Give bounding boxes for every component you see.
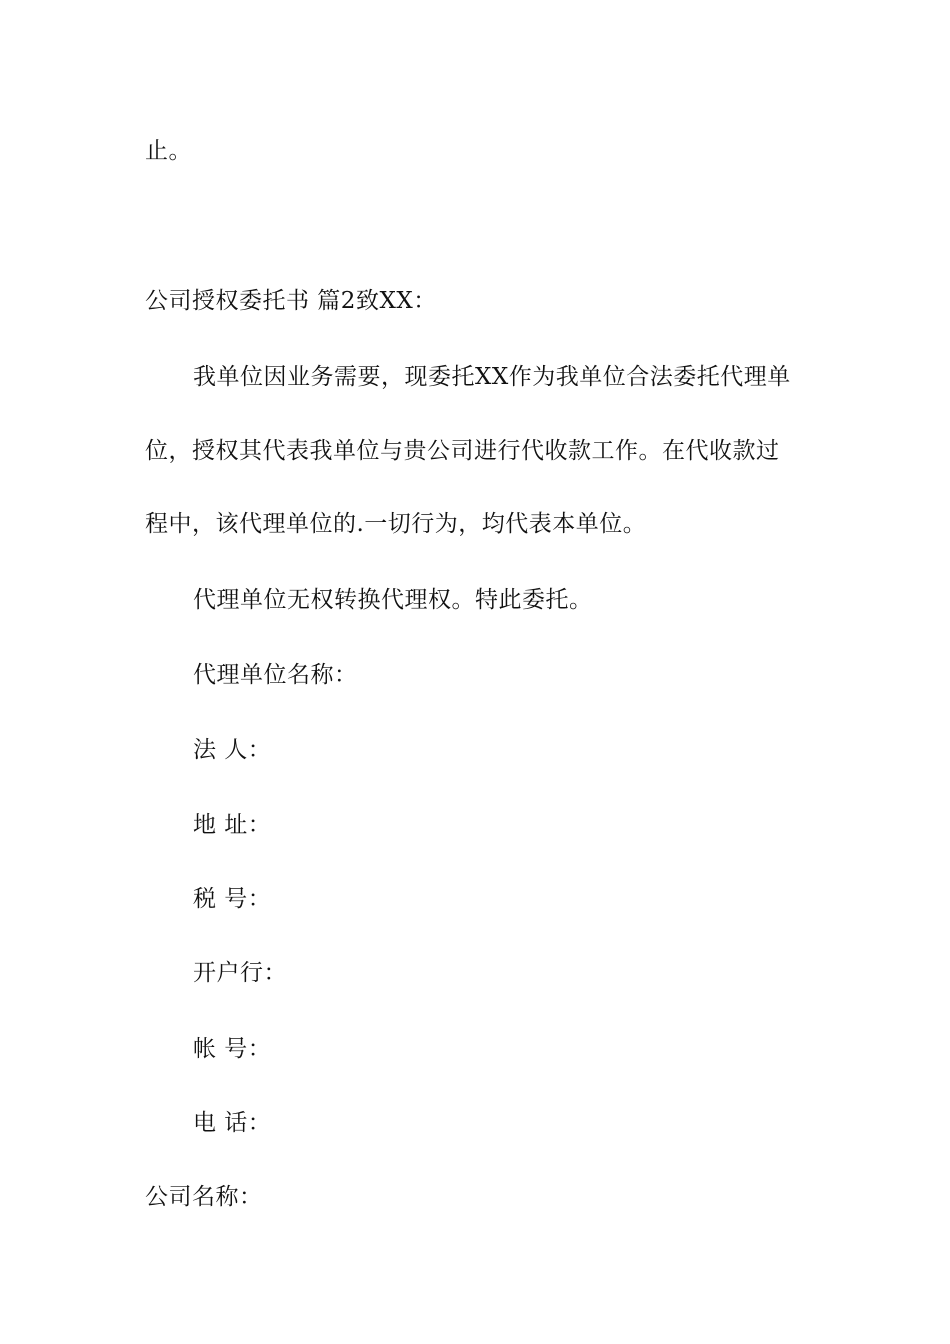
field-phone: 电 话： [193,1110,272,1136]
field-address: 地 址： [193,812,272,838]
field-company-name: 公司名称： [145,1184,263,1210]
field-legal-person: 法 人： [193,737,272,763]
paragraph-1-line-3: 程中，该代理单位的.一切行为，均代表本单位。 [145,511,647,537]
continuation-text: 止。 [145,138,192,164]
document-heading: 公司授权委托书 篇2致XX： [145,288,437,314]
field-bank: 开户行： [193,960,287,986]
paragraph-1-line-1: 我单位因业务需要，现委托XX作为我单位合法委托代理单 [193,364,791,390]
field-tax-number: 税 号： [193,886,272,912]
paragraph-2: 代理单位无权转换代理权。特此委托。 [193,587,593,613]
field-account: 帐 号： [193,1036,272,1062]
paragraph-1-line-2: 位，授权其代表我单位与贵公司进行代收款工作。在代收款过 [145,438,780,464]
field-agent-name: 代理单位名称： [193,662,358,688]
